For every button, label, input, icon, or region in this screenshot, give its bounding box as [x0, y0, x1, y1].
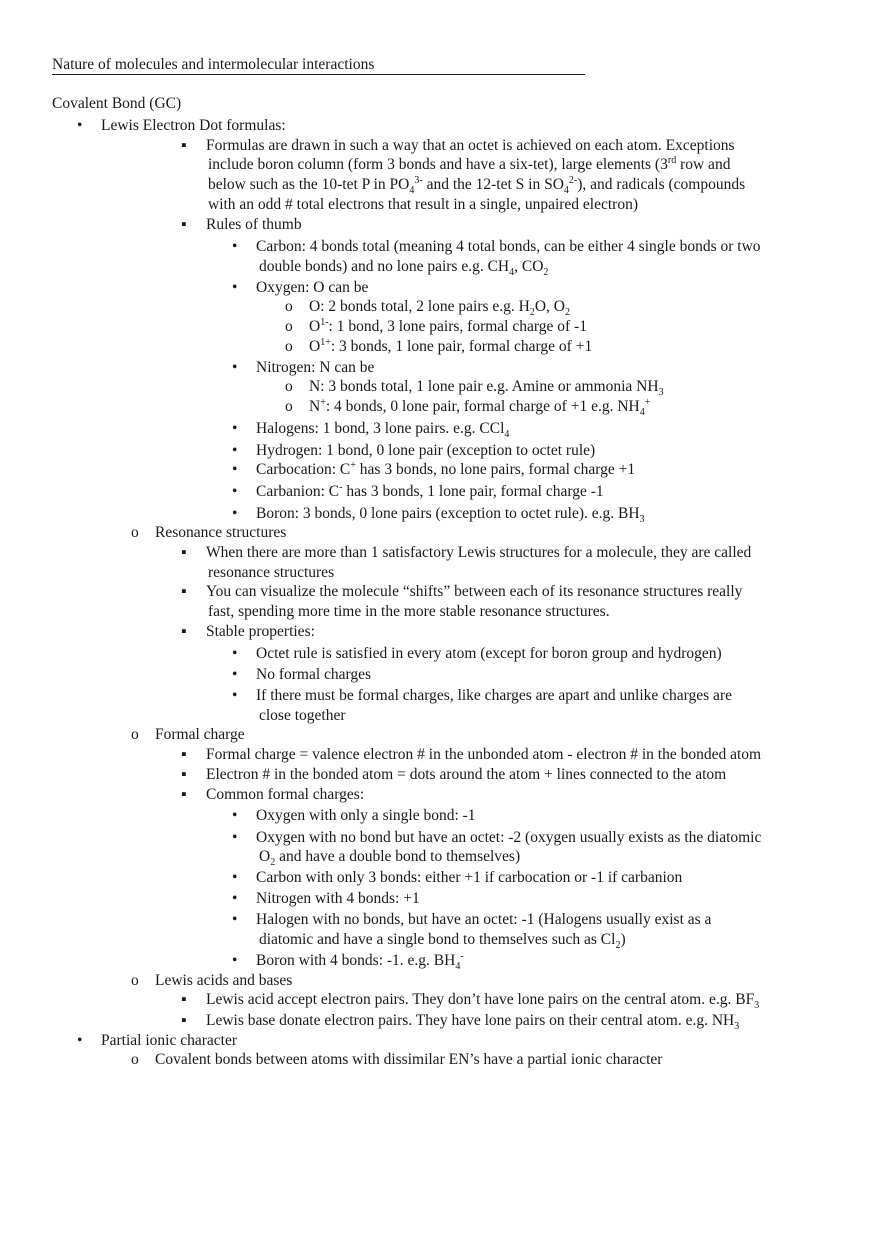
- rule-oxygen: Oxygen: O can be: [256, 279, 369, 296]
- rule-carbon: Carbon: 4 bonds total (meaning 4 total bonds, can be either 4 single bonds or two: [256, 238, 761, 255]
- bullet: ▪: [181, 991, 187, 1008]
- acids-heading: Lewis acids and bases: [155, 972, 293, 989]
- common-item-cont: $O_2$ and have a double bond to themselves): [259, 848, 521, 869]
- bullet: •: [232, 442, 238, 459]
- bullet: o: [285, 298, 293, 315]
- lewis-intro-line: include boron column (form 3 bonds and have a six-tet), large elements (3rd row and: [208, 154, 731, 173]
- formal-text: Electron # in the bonded atom = dots around the atom + lines connected to the atom: [206, 766, 727, 783]
- common-item-cont: diatomic and have a single bond to themselves such as $Cl_2$): [259, 931, 626, 952]
- common-item: Oxygen with only a single bond: -1: [256, 807, 476, 824]
- partial-heading: Partial ionic character: [101, 1032, 237, 1049]
- nitrogen-item: N+: 4 bonds, 0 lone pair, formal charge of +1 e.g. $NH_4^+$: [309, 396, 651, 419]
- rule-halogens: Halogens: 1 bond, 3 lone pairs. e.g. CCl$_4$: [256, 420, 510, 441]
- bullet: •: [232, 829, 238, 846]
- lewis-heading: Lewis Electron Dot formulas:: [101, 117, 286, 134]
- section-heading: Covalent Bond (GC): [52, 95, 182, 112]
- bullet: •: [232, 911, 238, 928]
- stable-item: close together: [259, 707, 346, 724]
- page-title: Nature of molecules and intermolecular interactions: [52, 55, 585, 75]
- bullet: •: [232, 890, 238, 907]
- bullet: •: [232, 505, 238, 522]
- bullet: ▪: [181, 216, 187, 233]
- bullet: •: [232, 807, 238, 824]
- common-item: Halogen with no bonds, but have an octet: -1 (Halogens usually exist as a: [256, 911, 712, 928]
- bullet: •: [232, 359, 238, 376]
- rule-carbanion: Carbanion: C- has 3 bonds, 1 lone pair, formal charge -1: [256, 481, 604, 500]
- formal-text: Formal charge = valence electron # in the unbonded atom - electron # in the bonded atom: [206, 746, 762, 763]
- acids-item: Lewis base donate electron pairs. They have lone pairs on their central atom. e.g. $NH_3$: [206, 1012, 740, 1033]
- bullet: •: [232, 279, 238, 296]
- bullet: o: [285, 378, 293, 395]
- bullet: ▪: [181, 766, 187, 783]
- rule-nitrogen: Nitrogen: N can be: [256, 359, 375, 376]
- oxygen-item: $O^{1+}$: 3 bonds, 1 lone pair, formal charge of +1: [309, 336, 593, 355]
- bullet: ▪: [181, 583, 187, 600]
- bullet: o: [131, 1051, 139, 1068]
- bullet: ▪: [181, 746, 187, 763]
- bullet: •: [77, 1032, 83, 1049]
- bullet: ▪: [181, 544, 187, 561]
- bullet: o: [285, 318, 293, 335]
- partial-item: Covalent bonds between atoms with dissimilar EN’s have a partial ionic character: [155, 1051, 663, 1068]
- rule-hydrogen: Hydrogen: 1 bond, 0 lone pair (exception to octet rule): [256, 442, 596, 459]
- bullet: ▪: [181, 623, 187, 640]
- oxygen-item: $O^{1-}$: 1 bond, 3 lone pairs, formal charge of -1: [309, 316, 587, 335]
- acids-item: Lewis acid accept electron pairs. They don’t have lone pairs on the central atom. e.g. $BF_3$: [206, 991, 760, 1012]
- resonance-heading: Resonance structures: [155, 524, 287, 541]
- bullet: •: [232, 461, 238, 478]
- rule-carbon-cont: double bonds) and no lone pairs e.g. $CH_4$, $CO_2$: [259, 258, 549, 279]
- bullet: o: [285, 398, 293, 415]
- bullet: o: [131, 972, 139, 989]
- bullet: o: [131, 726, 139, 743]
- common-item: Boron with 4 bonds: -1. e.g. $BH_4^-$: [256, 950, 464, 973]
- bullet: ▪: [181, 786, 187, 803]
- bullet: •: [232, 238, 238, 255]
- bullet: •: [232, 869, 238, 886]
- bullet: •: [232, 666, 238, 683]
- common-item: Oxygen with no bond but have an octet: -2 (oxygen usually exists as the diatomic: [256, 829, 762, 846]
- nitrogen-item: N: 3 bonds total, 1 lone pair e.g. Amine or ammonia $NH_3$: [309, 378, 664, 399]
- bullet: ▪: [181, 1012, 187, 1029]
- stable-item: No formal charges: [256, 666, 372, 683]
- common-heading: Common formal charges:: [206, 786, 365, 803]
- stable-heading: Stable properties:: [206, 623, 315, 640]
- rule-carbocation: Carbocation: C+ has 3 bonds, no lone pairs, formal charge +1: [256, 459, 636, 478]
- bullet: •: [232, 483, 238, 500]
- stable-item: If there must be formal charges, like charges are apart and unlike charges are: [256, 687, 732, 704]
- lewis-intro-line: Formulas are drawn in such a way that an octet is achieved on each atom. Exceptions: [206, 137, 735, 154]
- bullet: o: [285, 338, 293, 355]
- stable-item: Octet rule is satisfied in every atom (except for boron group and hydrogen): [256, 645, 722, 662]
- bullet: •: [232, 952, 238, 969]
- bullet: •: [77, 117, 83, 134]
- rule-boron: Boron: 3 bonds, 0 lone pairs (exception to octet rule). e.g. $BH_3$: [256, 505, 645, 526]
- lewis-intro-line: with an odd # total electrons that result in a single, unpaired electron): [208, 196, 638, 213]
- resonance-text: You can visualize the molecule “shifts” between each of its resonance structures really: [206, 583, 743, 600]
- common-item: Nitrogen with 4 bonds: +1: [256, 890, 420, 907]
- common-item: Carbon with only 3 bonds: either +1 if carbocation or -1 if carbanion: [256, 869, 683, 886]
- bullet: •: [232, 645, 238, 662]
- oxygen-item: O: 2 bonds total, 2 lone pairs e.g. $H_2O$, $O_2$: [309, 298, 570, 319]
- bullet: ▪: [181, 137, 187, 154]
- bullet: o: [131, 524, 139, 541]
- resonance-text: When there are more than 1 satisfactory Lewis structures for a molecule, they are called: [206, 544, 752, 561]
- resonance-text: fast, spending more time in the more stable resonance structures.: [208, 603, 610, 620]
- bullet: •: [232, 420, 238, 437]
- lewis-intro-line: below such as the 10-tet P in $PO_4^{3-}$ and the 12-tet S in $SO_4^{2-}$), and radicals (compounds: [208, 174, 746, 197]
- resonance-text: resonance structures: [208, 564, 335, 581]
- rules-heading: Rules of thumb: [206, 216, 302, 233]
- formal-heading: Formal charge: [155, 726, 245, 743]
- bullet: •: [232, 687, 238, 704]
